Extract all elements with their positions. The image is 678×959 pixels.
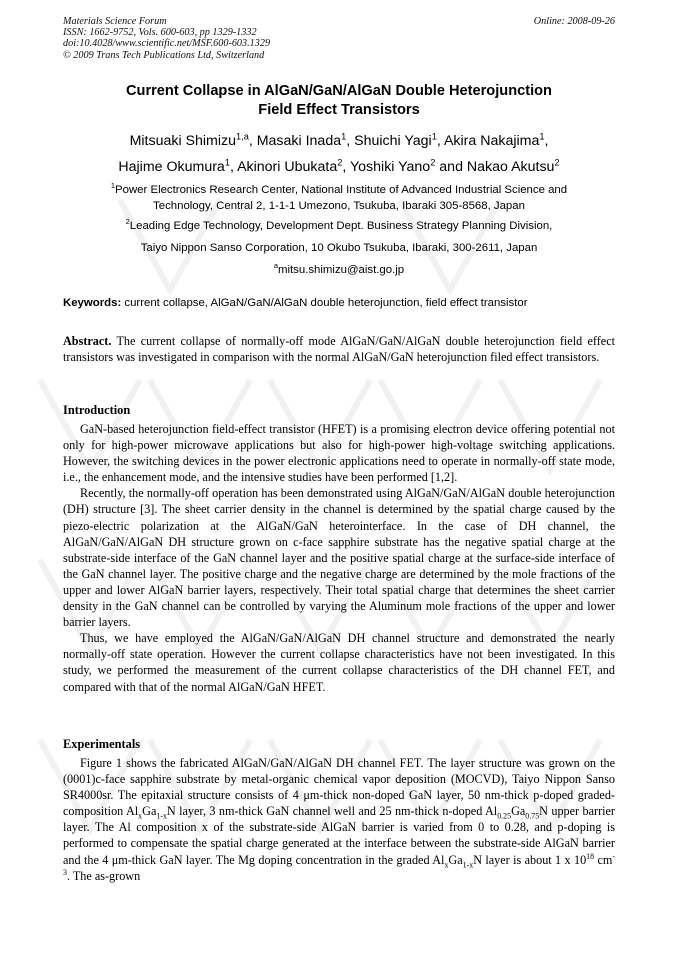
subscript: 0.25 <box>497 811 512 821</box>
text-run: Ga <box>142 804 157 819</box>
text-run: N upper barrier layer. The Al composition x of the substrate-side AlGaN barrier is varied from 0 to 0.28, and p-doping is performed to compensate the spatial charge generated at the interface between the substrate-side AlGaN barrier and the 4 μm-thick GaN layer. The Mg doping concentration in the graded Al <box>63 804 615 867</box>
affiliation-text: Power Electronics Research Center, National Institute of Advanced Industrial Science and <box>115 184 568 196</box>
affiliation-2-continued <box>40 240 638 256</box>
text-run: N layer, 3 nm-thick GaN channel well and 25 nm-thick n-doped Al <box>166 804 498 819</box>
author-name: , Yoshiki Yano <box>342 159 431 175</box>
text-run: N layer is about 1 x 10 <box>473 852 587 867</box>
text-run: Ga <box>511 804 526 819</box>
affiliation-mark: 2 <box>125 217 130 227</box>
author-name: , Akira Nakajima <box>436 133 540 149</box>
text-run: . The as-grown <box>66 868 141 883</box>
author-name: Hajime Okumura <box>118 159 225 175</box>
experimentals-body <box>63 755 615 884</box>
superscript: 18 <box>586 851 595 861</box>
author-name: , Masaki Inada <box>248 133 342 149</box>
journal-name: Materials Science Forum <box>63 16 167 27</box>
author-affil-mark: 1,a <box>236 131 249 142</box>
abstract-label: Abstract. <box>63 334 112 348</box>
intro-paragraph-2: Recently, the normally-off operation has been demonstrated using AlGaN/GaN/AlGaN double heterojunction (DH) structure [3]. The sheet carrier density in the channel is determined by the spatial charge caused by the piezo-electric polarization at the AlGaN/GaN heterointerface. In the case of DH channel, the AlGaN/GaN/AlGaN DH structure grown on c-face sapphire substrate has the negative spatial charge at the substrate-side interface of the GaN channel layer and the positive spatial charge at the surface-side interface of the GaN channel layer. The positive charge and the negative charge are determined by the mole fractions of the upper and lower AlGaN barrier layers, respectively. Their total spatial charge that determines the sheet carrier density in the GaN channel can be controlled by varying the Aluminum mole fractions of the upper and lower barrier layers. <box>63 486 615 630</box>
keywords <box>63 296 623 311</box>
text-run: cm <box>594 852 613 867</box>
affiliation-mark: 1 <box>110 181 116 191</box>
email-line <box>40 262 638 278</box>
introduction-heading: Introduction <box>63 403 131 417</box>
author-line-1 <box>30 128 648 154</box>
affiliation-2 <box>40 218 638 234</box>
author-name: , Akinori Ubukata <box>229 159 338 175</box>
journal-header <box>63 16 615 61</box>
affiliation-2-line-2: Taiyo Nippon Sanso Corporation, 10 Okubo Tsukuba, Ibaraki, 300-2611, Japan <box>140 242 538 254</box>
abstract-paragraph <box>63 333 615 365</box>
keywords-label: Keywords: <box>63 297 122 309</box>
text-run: Ga <box>448 852 463 867</box>
affiliation-1 <box>40 182 638 214</box>
text-run: Figure 1 shows the fabricated AlGaN/GaN/AlGaN DH channel FET. The layer structure was grown on the (0001)c-face sapphire substrate by metal-organic chemical vapor deposition (MOCVD), Taiyo Nippon Sanso SR4000sr. The epitaxial structure consists of 4 μm-thick non-doped GaN layer, 50 nm-thick p-doped graded-composition Al <box>63 756 615 819</box>
issn-line: ISSN: 1662-9752, Vols. 600-603, pp 1329-1332 <box>63 27 257 39</box>
author-affil-mark: 2 <box>554 157 560 168</box>
intro-paragraph-3: Thus, we have employed the AlGaN/GaN/AlGaN DH channel structure and demonstrated the nearly normally-off state operation. However the current collapse characteristics have not been investigated. In this study, we performed the measurement of the current collapse characteristics of the DH channel FET, and compared with that of the normal AlGaN/GaN HFET. <box>63 631 615 694</box>
affiliation-text: Leading Edge Technology, Development Dept. Business Strategy Planning Division, <box>129 220 553 232</box>
experimentals-heading: Experimentals <box>63 737 141 751</box>
subscript: 1-x <box>156 811 167 821</box>
doi-line: doi:10.4028/www.scientific.net/MSF.600-603.1329 <box>63 38 271 50</box>
copyright-line: © 2009 Trans Tech Publications Ltd, Switzerland <box>63 49 265 61</box>
keywords-text: current collapse, AlGaN/GaN/AlGaN double heterojunction, field effect transistor <box>121 297 528 309</box>
author-email: mitsu.shimizu@aist.go.jp <box>277 264 405 276</box>
affiliation-1-line-1 <box>40 182 638 198</box>
paper-title <box>40 82 638 120</box>
author-affil-mark: 2 <box>337 157 343 168</box>
author-name: , Shuichi Yagi <box>346 133 432 149</box>
abstract <box>63 333 615 365</box>
author-affil-mark: 1 <box>431 131 437 142</box>
affiliation-1-line-2: Technology, Central 2, 1-1-1 Umezono, Tsukuba, Ibaraki 305-8568, Japan <box>153 200 525 212</box>
author-name: and Nakao Akutsu <box>435 159 555 175</box>
subscript: 1-x <box>462 860 474 869</box>
author-affil-mark: 2 <box>430 157 436 168</box>
author-affil-mark: 1 <box>341 131 347 142</box>
online-date: Online: 2008-09-26 <box>533 16 615 27</box>
subscript: x <box>138 811 143 821</box>
affiliation-2-line-1 <box>40 218 638 234</box>
subscript: 0.75 <box>525 811 540 821</box>
experimentals-paragraph-1 <box>63 755 615 884</box>
superscript: -3 <box>63 851 615 877</box>
author-affil-mark: 1 <box>539 131 545 142</box>
author-affil-mark: 1 <box>224 157 230 168</box>
intro-paragraph-1: GaN-based heterojunction field-effect transistor (HFET) is a promising electron device offering potential not only for high-power microwave applications but also for high-power high-voltage switching applications. However, the switching devices in the power electronic applications need to operate in normally-off state mode, i.e., the enhancement mode, and the intensive studies have been performed [1,2]. <box>63 422 615 485</box>
author-line-2 <box>30 154 648 180</box>
email-mark: a <box>273 261 278 271</box>
abstract-text: The current collapse of normally-off mode AlGaN/GaN/AlGaN double heterojunction field effect transistors was investigated in comparison with the normal AlGaN/GaN heterojunction filed effect transistors. <box>63 334 615 365</box>
author-name: Mitsuaki Shimizu <box>129 133 236 149</box>
author-list <box>30 128 648 180</box>
title-line-1: Current Collapse in AlGaN/GaN/AlGaN Double Heterojunction <box>126 83 552 99</box>
subscript: x <box>444 860 449 869</box>
introduction-body <box>63 421 615 695</box>
title-line-2: Field Effect Transistors <box>258 102 420 118</box>
author-separator: , <box>544 133 549 149</box>
